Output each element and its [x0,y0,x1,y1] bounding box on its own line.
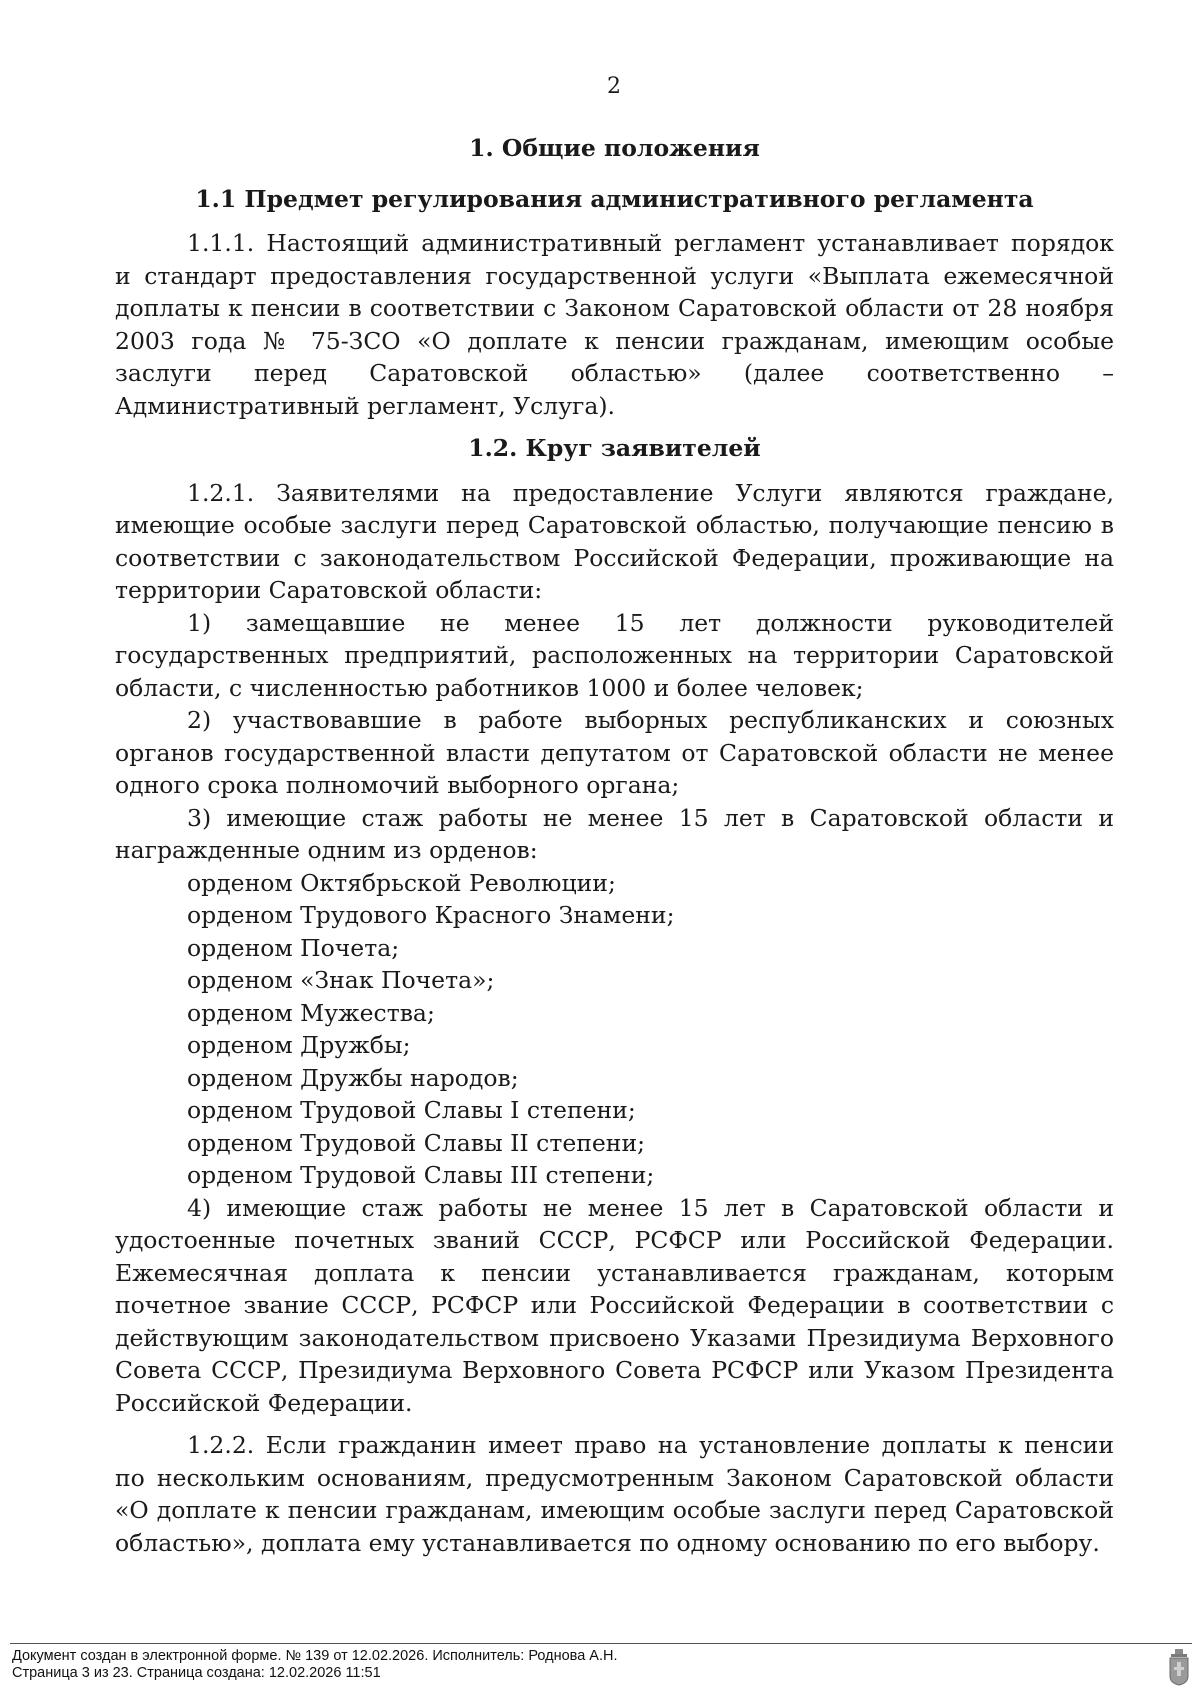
order-item: орденом Октябрьской Революции; [187,868,616,897]
order-item: орденом Трудовой Славы III степени; [187,1161,655,1189]
footer-line-page-info: Страница 3 из 23. Страница создана: 12.02.2026 11:51 [12,1665,381,1681]
list-item-1: 1) замещавшие не менее 15 лет должности руководителей государственных предприятий, расположенных на территории Саратовской области, с численностью работников 1000 и более человек; [115,608,1114,702]
paragraph-1-2-1: 1.2.1. Заявителями на предоставление Услуги являются граждане, имеющие особые заслуги перед Саратовской областью, получающие пенсию в соответствии с законодательством Российской Федерации, проживающие на территории Саратовской области: [115,478,1114,604]
order-item: орденом Дружбы народов; [187,1063,519,1092]
list-item-2: 2) участвовавшие в работе выборных республиканских и союзных органов государственной власти депутатом от Саратовской области не менее одного срока полномочий выборного органа; [115,706,1114,799]
document-footer [0,1640,1200,1698]
section-heading-applicants: 1.2. Круг заявителей [468,434,761,462]
list-item-3: 3) имеющие стаж работы не менее 15 лет в Саратовской области и награжденные одним из орденов: [115,803,1114,864]
order-item: орденом Трудовой Славы II степени; [187,1128,646,1157]
paragraph-1-1-1: 1.1.1. Настоящий административный регламент устанавливает порядок и стандарт предоставления государственной услуги «Выплата ежемесячной доплаты к пенсии в соответствии с Законом Саратовской области от 28 ноября 2003 года № 75-ЗСО «О доплате к пенсии гражданам, имеющим особые заслуги перед Саратовской областью» (далее соответственно – Административный регламент, Услуга). [115,229,1114,420]
paragraph-1-2-2: 1.2.2. Если гражданин имеет право на установление доплаты к пенсии по нескольким основаниям, предусмотренным Законом Саратовской области «О доплате к пенсии гражданам, имеющим особые заслуги перед Саратовской областью», доплата ему устанавливается по одному основанию по его выбору. [115,1431,1114,1557]
list-item-4: 4) имеющие стаж работы не менее 15 лет в Саратовской области и удостоенные почетных званий СССР, РСФСР или Российской Федерации. Ежемесячная доплата к пенсии устанавливается гражданам, которым почетное звание СССР, РСФСР или Российской Федерации в соответствии с действующим законодательством присвоено Указами Президиума Верховного Совета СССР, Президиума Верховного Совета РСФСР или Указом Президента Российской Федерации. [115,1193,1114,1417]
section-heading-subject: 1.1 Предмет регулирования административного регламента [195,184,1034,213]
order-item: орденом Трудового Красного Знамени; [187,901,675,929]
coat-of-arms-icon [1168,1648,1190,1686]
order-item: орденом «Знак Почета»; [187,966,495,994]
document-body [115,132,1114,1559]
order-item: орденом Мужества; [187,998,435,1027]
footer-line-document-info: Документ создан в электронной форме. № 139 от 12.02.2026. Исполнитель: Роднова А.Н. [12,1648,618,1664]
order-item: орденом Дружбы; [187,1031,411,1059]
orders-list [115,867,1114,1192]
footer-text [12,1648,618,1682]
section-heading-general: 1. Общие положения [469,134,760,162]
page-number: 2 [607,74,621,99]
order-item: орденом Почета; [187,933,400,962]
order-item: орденом Трудовой Славы I степени; [187,1096,636,1124]
footer-divider [10,1643,1192,1644]
